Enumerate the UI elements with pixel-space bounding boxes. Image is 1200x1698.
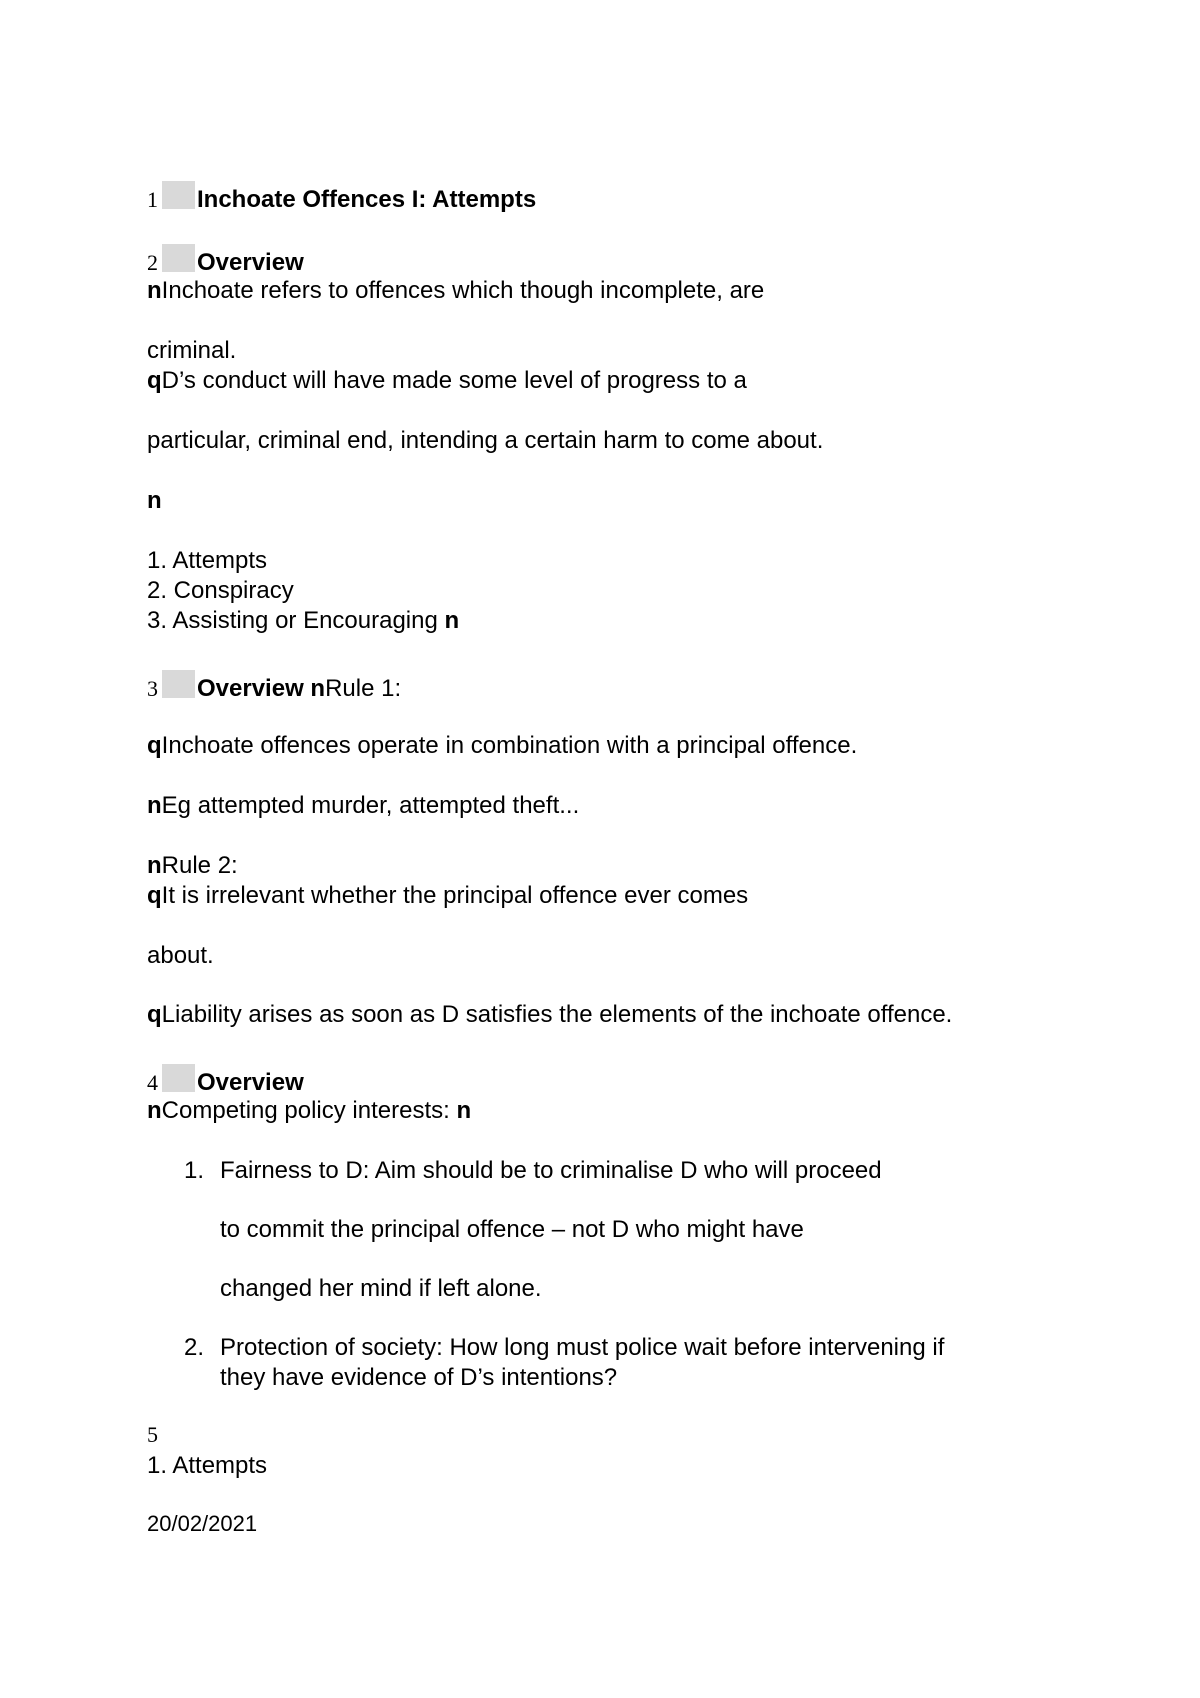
paragraph-text: Competing policy interests:: [161, 1097, 450, 1124]
slide-thumbnail-icon: [162, 1064, 195, 1092]
list-item-text: Protection of society: How long must police wait before intervening if: [220, 1334, 945, 1361]
list-item-text: to commit the principal offence – not D who might have: [220, 1216, 804, 1243]
paragraph-text: about.: [147, 942, 214, 969]
paragraph-text: 1. Attempts: [147, 1452, 268, 1479]
bullet-marker: q: [147, 1001, 162, 1028]
paragraph-text: D’s conduct will have made some level of progress to a: [161, 367, 747, 394]
slide-number: 4: [147, 1070, 158, 1095]
text-line: [147, 276, 764, 306]
slide-5-heading: [147, 1420, 162, 1450]
slide-3-heading: [147, 670, 401, 704]
paragraph-text: Liability arises as soon as D satisfies the elements of the inchoate offence.: [161, 1001, 953, 1028]
bullet-marker: n: [456, 1097, 472, 1124]
paragraph-text: criminal.: [147, 337, 237, 364]
list-number: 1.: [184, 1157, 205, 1184]
bullet-marker: n: [147, 487, 162, 514]
slide-4-heading: [147, 1064, 304, 1098]
slide-number: 2: [147, 250, 158, 275]
text-line: [147, 791, 579, 821]
bullet-marker: n: [310, 675, 326, 702]
bullet-marker: n: [147, 1097, 162, 1124]
text-line: [147, 426, 823, 456]
list-number: 2.: [184, 1334, 205, 1361]
list-item-text: they have evidence of D’s intentions?: [220, 1364, 618, 1391]
list-item: [147, 546, 267, 576]
list-item-text: Fairness to D: Aim should be to criminalise D who will proceed: [220, 1157, 882, 1184]
slide-title: Overview: [197, 1069, 304, 1096]
slide-number: 1: [147, 187, 158, 212]
bullet-marker: n: [147, 852, 162, 879]
rule-label: Rule 1:: [325, 675, 402, 702]
list-item-text: 3. Assisting or Encouraging: [147, 607, 438, 634]
text-line: [147, 1000, 952, 1030]
slide-thumbnail-icon: [162, 244, 195, 272]
text-line: [147, 731, 857, 761]
bullet-marker: q: [147, 367, 162, 394]
paragraph-text: Eg attempted murder, attempted theft...: [161, 792, 580, 819]
text-line: [147, 486, 162, 516]
rule-label: Rule 2:: [161, 852, 238, 879]
bullet-marker: n: [147, 277, 162, 304]
paragraph-text: Inchoate refers to offences which though incomplete, are: [161, 277, 765, 304]
slide-thumbnail-icon: [162, 181, 195, 209]
paragraph-text: Inchoate offences operate in combination with a principal offence.: [161, 732, 858, 759]
text-line: [147, 851, 238, 881]
paragraph-text: It is irrelevant whether the principal offence ever comes: [161, 882, 749, 909]
list-item-text: 1. Attempts: [147, 547, 268, 574]
list-item-text: 2. Conspiracy: [147, 577, 294, 604]
slide-title: Inchoate Offences I: Attempts: [197, 186, 537, 213]
list-item: [147, 606, 459, 636]
text-line: [147, 1096, 471, 1126]
text-line: [147, 366, 747, 396]
bullet-marker: q: [147, 732, 162, 759]
slide-number: 5: [147, 1422, 158, 1447]
slide-title: Overview: [197, 249, 304, 276]
text-line: [147, 941, 214, 971]
list-item-text: changed her mind if left alone.: [220, 1275, 542, 1302]
slide-2-heading: [147, 244, 304, 278]
slide-1-heading: [147, 181, 536, 215]
bullet-marker: n: [444, 607, 460, 634]
bullet-marker: q: [147, 882, 162, 909]
list-item: [147, 576, 294, 606]
bullet-marker: n: [147, 792, 162, 819]
slide-number: 3: [147, 676, 158, 701]
text-line: [147, 336, 236, 366]
text-line: [147, 881, 748, 911]
text-line: [147, 1451, 267, 1481]
document-date: 20/02/2021: [147, 1511, 258, 1536]
paragraph-text: particular, criminal end, intending a certain harm to come about.: [147, 427, 824, 454]
slide-thumbnail-icon: [162, 670, 195, 698]
slide-title: Overview: [197, 675, 304, 702]
